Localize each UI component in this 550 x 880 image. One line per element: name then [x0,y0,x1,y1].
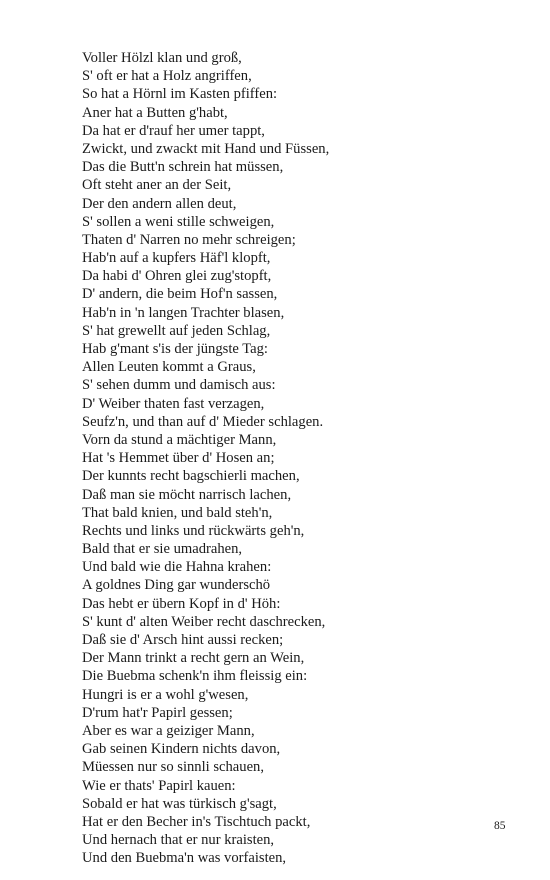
poem-line: S' hat grewellt auf jeden Schlag, [82,322,271,339]
poem-line: Hab g'mant s'is der jüngste Tag: [82,341,268,357]
poem-line: Hab'n in 'n langen Trachter blasen, [82,304,285,321]
poem-line: Das die Butt'n schrein hat müssen, [82,159,284,176]
poem-line: Hat 's Hemmet über d' Hosen an; [82,450,275,467]
poem-line: Aner hat a Butten g'habt, [82,104,228,121]
poem-line: Aber es war a geiziger Mann, [82,722,255,739]
poem-line: Allen Leuten kommt a Graus, [82,359,256,376]
poem-line: Voller Hölzl klan und groß, [82,50,242,66]
poem-line: Thaten d' Narren no mehr schreigen; [82,231,296,248]
poem-line: Das hebt er übern Kopf in d' Höh: [82,595,281,612]
poem-line: S' oft er hat a Holz angriffen, [82,68,252,85]
poem-line: D'rum hat'r Papirl gessen; [82,704,233,721]
poem-line: Hab'n auf a kupfers Häf'l klopft, [82,250,271,267]
poem-line: Der Mann trinkt a recht gern an Wein, [82,650,305,667]
poem-line: S' sehen dumm und damisch aus: [82,377,276,394]
poem-line: Rechts und links und rückwärts geh'n, [82,522,305,539]
poem-line: S' sollen a weni stille schweigen, [82,213,275,230]
poem-text [82,49,329,867]
poem-line: Hungri is er a wohl g'wesen, [82,686,249,703]
poem-line: Zwickt, und zwackt mit Hand und Füssen, [82,140,330,157]
poem-line: Daß sie d' Arsch hint aussi recken; [82,632,284,648]
poem-line: Daß man sie möcht narrisch lachen, [82,486,292,503]
poem-line: That bald knien, und bald steh'n, [82,504,273,521]
poem-line: S' kunt d' alten Weiber recht daschrecken, [82,613,326,630]
poem-line: Die Buebma schenk'n ihm fleissig ein: [82,668,308,685]
poem-line: Müessen nur so sinnli schauen, [82,759,264,776]
poem-line: D' Weiber thaten fast verzagen, [82,395,265,412]
poem-line: Wie er thats' Papirl kauen: [82,777,236,794]
poem-line: Seufz'n, und than auf d' Mieder schlagen. [82,413,324,430]
poem-line: Da hat er d'rauf her umer tappt, [82,122,265,139]
poem-line: Sobald er hat was türkisch g'sagt, [82,795,277,812]
poem-line: Oft steht aner an der Seit, [82,177,232,194]
poem-line: Und den Buebma'n was vorfaisten, [82,850,287,867]
poem-line: Gab seinen Kindern nichts davon, [82,741,281,758]
poem-line: D' andern, die beim Hof'n sassen, [82,286,278,303]
poem-line: Und hernach that er nur kraisten, [82,832,275,849]
poem-line: Vorn da stund a mächtiger Mann, [82,431,277,448]
poem-line: Bald that er sie umadrahen, [82,541,243,558]
poem-line: A goldnes Ding gar wunderschö [82,577,271,594]
poem-line: Und bald wie die Hahna krahen: [82,559,272,576]
poem-line: Der kunnts recht bagschierli machen, [82,468,300,485]
poem-line: Hat er den Becher in's Tischtuch packt, [82,813,311,830]
poem-line: Der den andern allen deut, [82,195,237,212]
poem-line: So hat a Hörnl im Kasten pfiffen: [82,86,278,103]
page-number: 85 [494,820,506,832]
poem-line: Da habi d' Ohren glei zug'stopft, [82,268,272,285]
